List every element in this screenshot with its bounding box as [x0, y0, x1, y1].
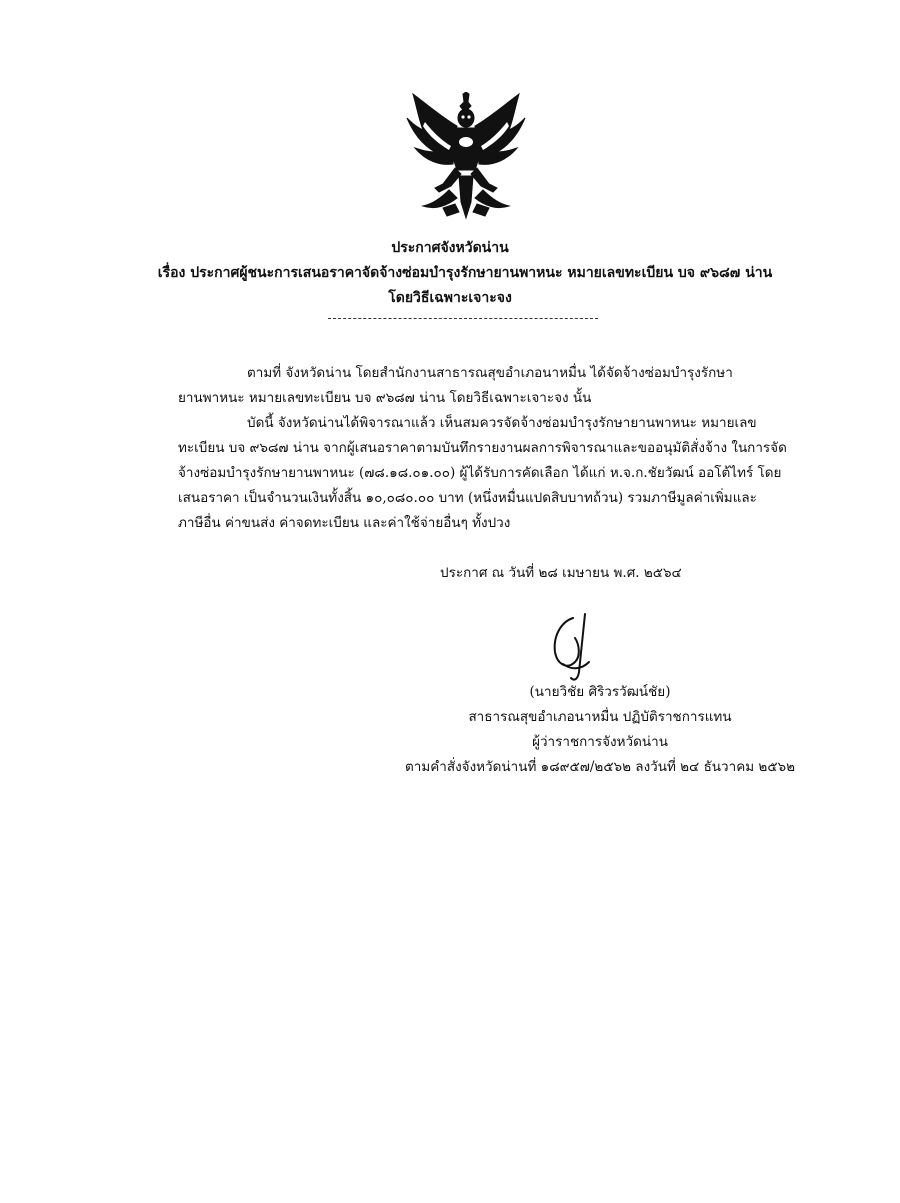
paragraph-1-line-1: ตามที่ จังหวัดน่าน โดยสำนักงานสาธารณสุขอำเภอนาหมื่น ได้จัดจ้างซ่อมบำรุงรักษา: [247, 365, 733, 381]
signature-icon: [545, 612, 605, 684]
paragraph-2-line-5: ภาษีอื่น ค่าขนส่ง ค่าจดทะเบียน และค่าใช้จ่ายอื่นๆ ทั้งปวง: [178, 515, 511, 531]
procurement-method: โดยวิธีเฉพาะเจาะจง: [388, 290, 512, 306]
signatory-name: (นายวิชัย ศิริวรวัฒน์ชัย): [529, 684, 671, 700]
signatory-acting-for: ผู้ว่าราชการจังหวัดน่าน: [532, 734, 668, 750]
document-subject: เรื่อง ประกาศผู้ชนะการเสนอราคาจัดจ้างซ่อมบำรุงรักษายานพาหนะ หมายเลขทะเบียน บจ ๙๖๘๗ น่าน: [157, 265, 773, 281]
paragraph-2-line-3: จ้างซ่อมบำรุงรักษายานพาหนะ (๗๘.๑๘.๐๑.๐๐) ผู้ได้รับการคัดเลือก ได้แก่ ห.จ.ก.ชัยวัฒน์ ออโต้ไทร์ โดย: [178, 465, 782, 481]
document-issuer: ประกาศจังหวัดน่าน: [391, 240, 509, 256]
announcement-date: ประกาศ ณ วันที่ ๒๘ เมษายน พ.ศ. ๒๕๖๔: [440, 565, 682, 581]
header-divider: [328, 318, 598, 319]
paragraph-1-line-2: ยานพาหนะ หมายเลขทะเบียน บจ ๙๖๘๗ น่าน โดยวิธีเฉพาะเจาะจง นั้น: [178, 390, 592, 406]
order-reference: ตามคำสั่งจังหวัดน่านที่ ๑๘๙๕๗/๒๕๖๒ ลงวันที่ ๒๔ ธันวาคม ๒๕๖๒: [404, 759, 796, 775]
garuda-emblem-icon: [405, 92, 527, 220]
paragraph-2-line-4: เสนอราคา เป็นจำนวนเงินทั้งสิ้น ๑๐,๐๘๐.๐๐ บาท (หนึ่งหมื่นแปดสิบบาทถ้วน) รวมภาษีมูลค่าเพิ่มและ: [178, 490, 757, 506]
signatory-position: สาธารณสุขอำเภอนาหมื่น ปฏิบัติราชการแทน: [468, 709, 732, 725]
paragraph-2-line-2: ทะเบียน บจ ๙๖๘๗ น่าน จากผู้เสนอราคาตามบันทึกรายงานผลการพิจารณาและขออนุมัติสั่งจ้าง ในการจัด: [178, 440, 787, 456]
paragraph-2-line-1: บัดนี้ จังหวัดน่านได้พิจารณาแล้ว เห็นสมควรจัดจ้างซ่อมบำรุงรักษายานพาหนะ หมายเลข: [247, 415, 757, 431]
